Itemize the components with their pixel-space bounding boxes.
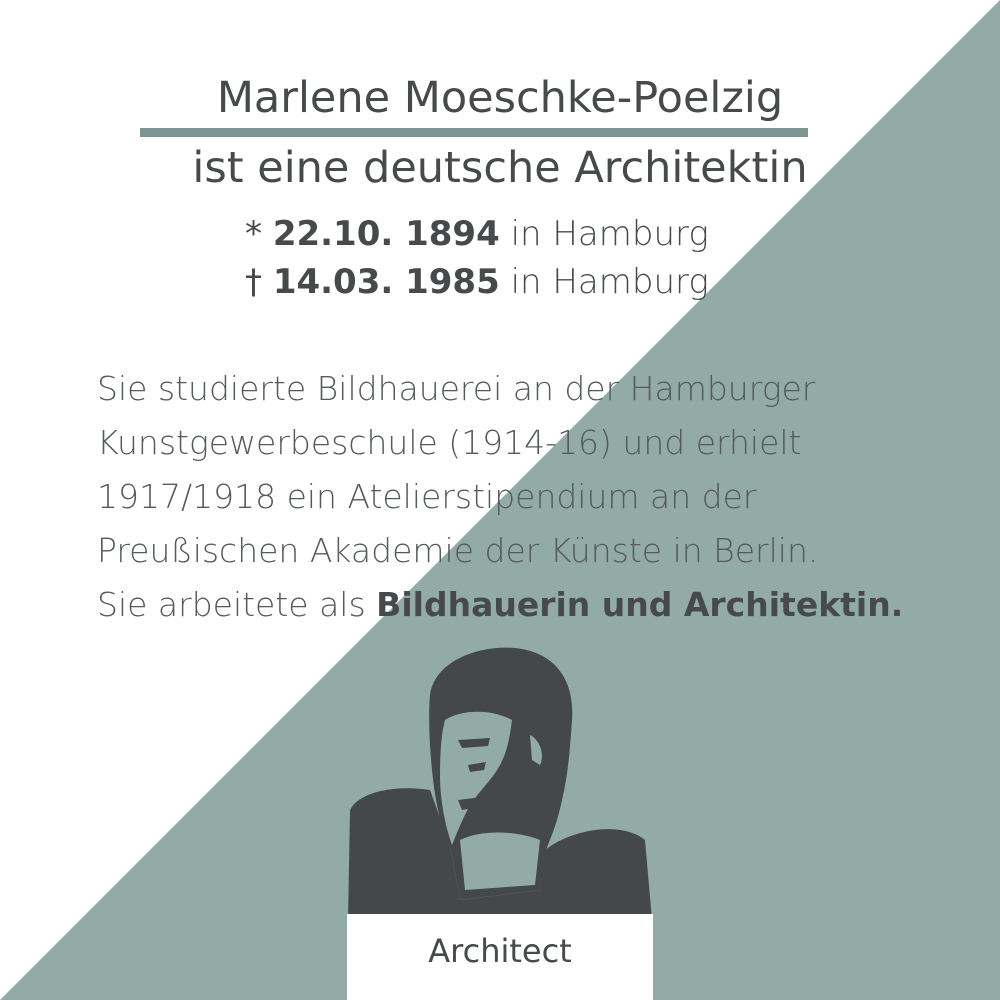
title-underline-divider: [140, 128, 808, 137]
death-place: in Hamburg: [510, 262, 709, 302]
bio-line: Sie studierte Bildhauerei an der Hamburger: [97, 369, 816, 408]
bio-highlight: Bildhauerin und Architektin.: [376, 585, 904, 624]
profession-label: Architect: [428, 932, 572, 970]
bio-line: Preußischen Akademie der Künste in Berlin.: [97, 531, 819, 570]
biography-paragraph: [97, 362, 937, 632]
profession-label-box: [347, 914, 653, 1000]
birth-date: 22.10. 1894: [272, 214, 500, 254]
birth-place: in Hamburg: [510, 214, 709, 254]
bio-line: Kunstgewerbeschule (1914-16) und erhielt: [97, 423, 802, 462]
person-subtitle: ist eine deutsche Architektin: [192, 143, 808, 193]
person-name-heading: Marlene Moeschke-Poelzig: [216, 73, 784, 123]
death-symbol: †: [245, 262, 262, 302]
bio-line-prefix: Sie arbeitete als: [97, 585, 377, 624]
birth-symbol: *: [245, 214, 262, 254]
portrait-silhouette-icon: [340, 640, 660, 920]
death-date: 14.03. 1985: [272, 262, 500, 302]
birth-line: [80, 210, 1000, 258]
bio-line: 1917/1918 ein Atelierstipendium an der: [97, 477, 757, 516]
bio-line: [97, 578, 937, 632]
life-dates: [0, 210, 1000, 306]
death-line: [80, 258, 1000, 306]
